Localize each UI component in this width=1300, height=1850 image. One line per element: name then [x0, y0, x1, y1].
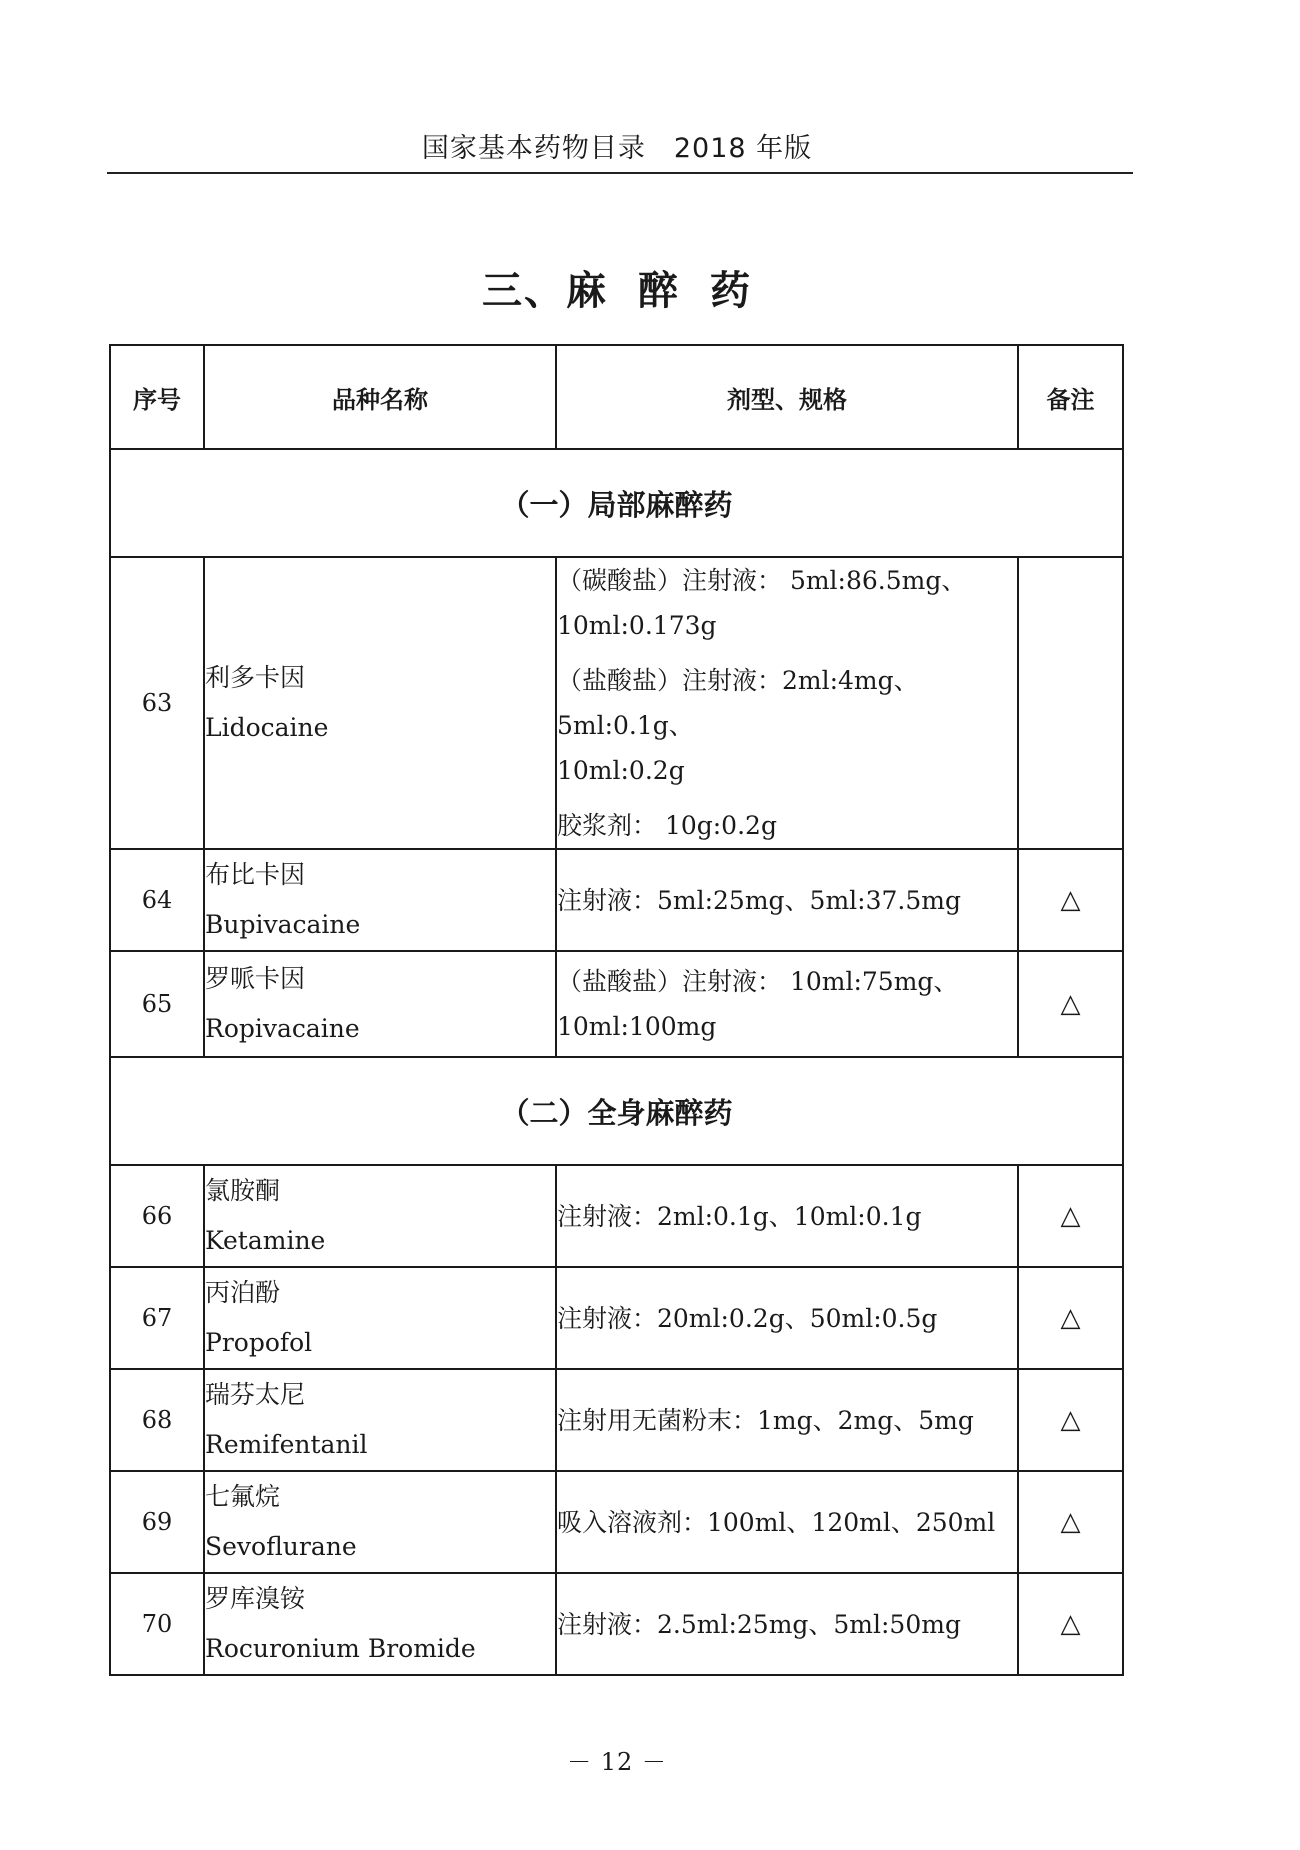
header-name: 品种名称 — [204, 345, 556, 449]
drug-name-cell — [204, 1369, 556, 1471]
header-divider — [107, 172, 1133, 174]
dosage-spec-line: 胶浆剂： 10g:0.2g — [557, 811, 777, 840]
table-header-row — [110, 345, 1123, 449]
drug-name-cell — [204, 1573, 556, 1675]
note-cell: △ — [1018, 1471, 1123, 1573]
dosage-spec-cell — [556, 1369, 1018, 1471]
row-number: 70 — [110, 1573, 204, 1675]
table-row — [110, 951, 1123, 1057]
dosage-spec-cell — [556, 1165, 1018, 1267]
group-title: （二）全身麻醉药 — [110, 1057, 1123, 1165]
drug-name-cn: 利多卡因 — [205, 663, 306, 692]
row-number: 69 — [110, 1471, 204, 1573]
header-spec: 剂型、规格 — [556, 345, 1018, 449]
drug-name-cn: 罗哌卡因 — [205, 964, 306, 993]
drug-name-cell — [204, 951, 556, 1057]
drug-name-cell — [204, 1165, 556, 1267]
table-row — [110, 1573, 1123, 1675]
dosage-spec-cell — [556, 1573, 1018, 1675]
dosage-spec-cell — [556, 849, 1018, 951]
drug-name-cell — [204, 1471, 556, 1573]
dosage-spec-cell — [556, 951, 1018, 1057]
dosage-spec-cell — [556, 1471, 1018, 1573]
drug-name-en: Rocuronium Bromide — [205, 1634, 476, 1663]
dosage-spec-line: 注射液：20ml:0.2g、50ml:0.5g — [557, 1303, 938, 1333]
drug-name-en: Propofol — [205, 1328, 313, 1357]
note-cell: △ — [1018, 1165, 1123, 1267]
row-number: 68 — [110, 1369, 204, 1471]
drug-name-cell — [204, 1267, 556, 1369]
dosage-spec-cell — [556, 1267, 1018, 1369]
table-row — [110, 1165, 1123, 1267]
running-head — [107, 126, 1127, 165]
catalog-title: 国家基本药物目录 — [421, 133, 646, 164]
drug-name-en: Sevoflurane — [205, 1532, 357, 1561]
drug-name-cn: 罗库溴铵 — [205, 1584, 306, 1613]
table-row — [110, 1369, 1123, 1471]
drug-name-cn: 瑞芬太尼 — [205, 1380, 306, 1409]
table-row — [110, 1471, 1123, 1573]
drug-name-cell — [204, 557, 556, 849]
row-number: 64 — [110, 849, 204, 951]
drug-name-en: Remifentanil — [205, 1430, 368, 1459]
dosage-spec-line: 注射液：2ml:0.1g、10ml:0.1g — [557, 1201, 922, 1231]
table-row — [110, 849, 1123, 951]
drug-name-cn: 丙泊酚 — [205, 1278, 281, 1307]
note-cell: △ — [1018, 1267, 1123, 1369]
header-note: 备注 — [1018, 345, 1123, 449]
note-cell: △ — [1018, 1369, 1123, 1471]
drug-table — [109, 344, 1124, 1676]
note-cell: △ — [1018, 951, 1123, 1057]
drug-name-en: Ketamine — [205, 1226, 326, 1255]
drug-name-en: Bupivacaine — [205, 910, 361, 939]
dosage-spec-line: （碳酸盐）注射液： 5ml:86.5mg、 — [557, 566, 967, 595]
dosage-spec-line: 10ml:0.2g — [557, 756, 685, 785]
note-cell: △ — [1018, 1573, 1123, 1675]
section-title: 三、麻 醉 药 — [482, 268, 752, 314]
group-title: （一）局部麻醉药 — [110, 449, 1123, 557]
catalog-edition: 2018 年版 — [673, 133, 813, 164]
table-body — [110, 449, 1123, 1675]
dosage-spec-line: 注射液：5ml:25mg、5ml:37.5mg — [557, 885, 961, 915]
page-number: － 12 － — [567, 1748, 667, 1776]
drug-name-cn: 七氟烷 — [205, 1482, 281, 1511]
group-row — [110, 1057, 1123, 1165]
dosage-spec-line: （盐酸盐）注射液：2ml:4mg、5ml:0.1g、 — [557, 666, 919, 740]
table-row — [110, 557, 1123, 849]
drug-name-cn: 布比卡因 — [205, 860, 306, 889]
dosage-spec-line: 10ml:0.173g — [557, 611, 717, 640]
drug-name-cn: 氯胺酮 — [205, 1176, 281, 1205]
drug-name-en: Lidocaine — [205, 713, 329, 742]
dosage-spec-line: 注射液：2.5ml:25mg、5ml:50mg — [557, 1609, 961, 1639]
dosage-spec-line: （盐酸盐）注射液： 10ml:75mg、 — [557, 967, 959, 996]
row-number: 63 — [110, 557, 204, 849]
note-cell — [1018, 557, 1123, 849]
table-row — [110, 1267, 1123, 1369]
dosage-spec-line: 注射用无菌粉末：1mg、2mg、5mg — [557, 1405, 974, 1435]
note-cell: △ — [1018, 849, 1123, 951]
header-no: 序号 — [110, 345, 204, 449]
row-number: 67 — [110, 1267, 204, 1369]
drug-name-en: Ropivacaine — [205, 1014, 360, 1043]
drug-name-cell — [204, 849, 556, 951]
row-number: 65 — [110, 951, 204, 1057]
dosage-spec-line: 吸入溶液剂：100ml、120ml、250ml — [557, 1507, 996, 1537]
row-number: 66 — [110, 1165, 204, 1267]
dosage-spec-cell — [556, 557, 1018, 849]
dosage-spec-line: 10ml:100mg — [557, 1012, 717, 1041]
group-row — [110, 449, 1123, 557]
